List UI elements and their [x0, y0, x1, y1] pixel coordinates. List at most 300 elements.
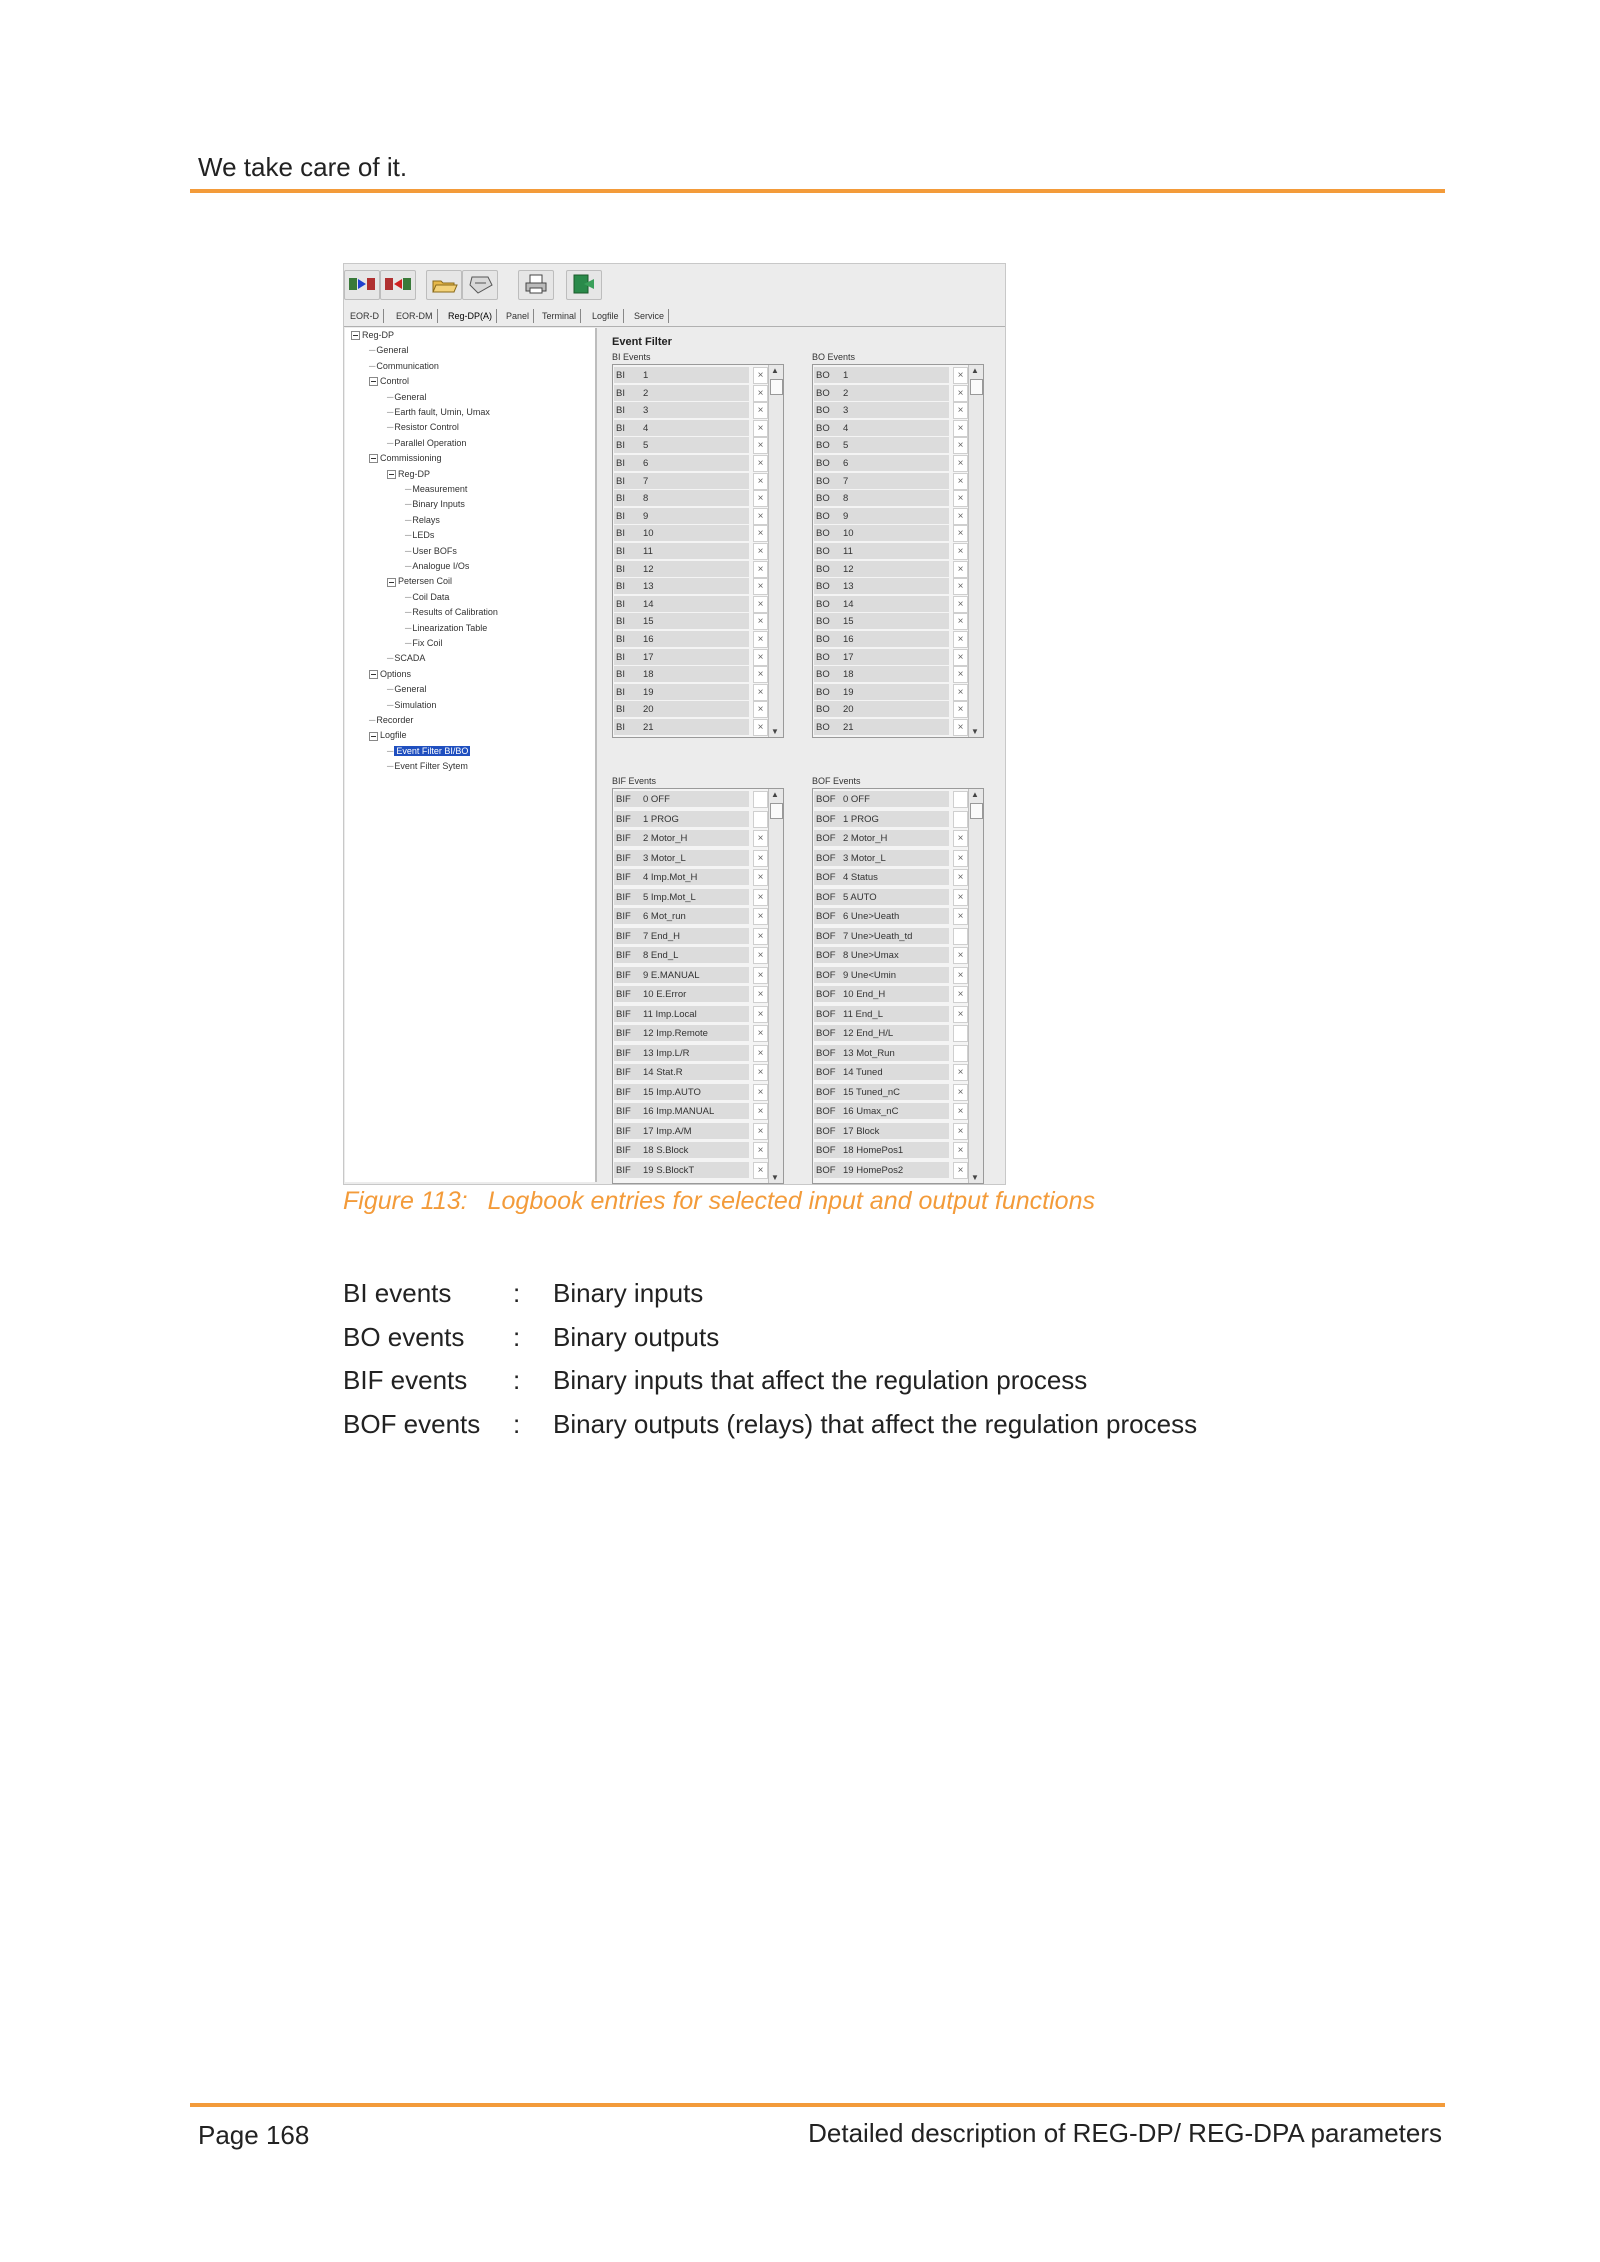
- list-item[interactable]: [613, 649, 764, 666]
- definition-term: BI events: [343, 1278, 452, 1308]
- event-checkbox[interactable]: ×: [953, 543, 968, 560]
- collapse-icon[interactable]: [387, 578, 396, 587]
- list-item[interactable]: [813, 1162, 964, 1179]
- bif-events-list[interactable]: [612, 788, 784, 1184]
- list-item[interactable]: [613, 684, 764, 701]
- event-checkbox[interactable]: ×: [953, 701, 968, 718]
- list-item[interactable]: [613, 1084, 764, 1101]
- event-type: BI: [616, 387, 625, 399]
- event-checkbox[interactable]: ×: [753, 420, 768, 437]
- event-checkbox[interactable]: ×: [753, 719, 768, 736]
- event-checkbox[interactable]: ×: [953, 986, 968, 1003]
- collapse-icon[interactable]: [369, 454, 378, 463]
- tree-item[interactable]: [387, 392, 426, 403]
- tab-reg-dp-a-[interactable]: Reg-DP(A): [444, 309, 497, 323]
- list-item[interactable]: [613, 420, 764, 437]
- event-checkbox[interactable]: ×: [953, 1123, 968, 1140]
- list-item[interactable]: [813, 649, 964, 666]
- tree-item[interactable]: [387, 700, 436, 711]
- scroll-thumb[interactable]: [770, 379, 783, 395]
- tree-connector-icon: ─: [387, 699, 394, 710]
- event-checkbox[interactable]: ×: [953, 1006, 968, 1023]
- event-checkbox[interactable]: ×: [953, 402, 968, 419]
- tree-connector-icon: ─: [369, 360, 376, 371]
- list-item[interactable]: [813, 811, 953, 828]
- list-item[interactable]: [813, 402, 964, 419]
- list-item[interactable]: [613, 543, 764, 560]
- event-name: 13: [643, 581, 654, 593]
- tree-item[interactable]: [405, 592, 449, 603]
- event-checkbox[interactable]: ×: [953, 490, 968, 507]
- tree-item-label: Simulation: [394, 699, 437, 710]
- event-checkbox[interactable]: ×: [953, 455, 968, 472]
- event-checkbox[interactable]: ×: [953, 508, 968, 525]
- list-item[interactable]: [813, 561, 964, 578]
- tree-item-label: Resistor Control: [394, 422, 459, 433]
- list-item[interactable]: [813, 596, 964, 613]
- tree-item[interactable]: [387, 438, 466, 449]
- list-item[interactable]: [813, 666, 964, 683]
- tab-terminal[interactable]: Terminal: [538, 309, 581, 323]
- list-item[interactable]: [813, 490, 964, 507]
- event-name: 20: [643, 704, 654, 716]
- event-name: 2: [843, 387, 849, 399]
- event-type: BOF: [816, 872, 836, 883]
- event-checkbox[interactable]: [953, 791, 968, 808]
- event-checkbox[interactable]: ×: [953, 367, 968, 384]
- scroll-down-icon[interactable]: ▼: [971, 727, 979, 736]
- event-checkbox[interactable]: ×: [753, 830, 768, 847]
- event-checkbox[interactable]: ×: [753, 578, 768, 595]
- scroll-thumb[interactable]: [970, 379, 983, 395]
- list-item[interactable]: [813, 1103, 964, 1120]
- tree-item[interactable]: [405, 561, 469, 572]
- event-checkbox[interactable]: ×: [953, 385, 968, 402]
- list-item[interactable]: [813, 1025, 953, 1042]
- tree-item[interactable]: [405, 546, 457, 557]
- event-name: 16: [843, 634, 854, 645]
- event-checkbox[interactable]: ×: [753, 1045, 768, 1062]
- tree-item-label: Earth fault, Umin, Umax: [394, 407, 490, 417]
- send-to-device-icon[interactable]: [344, 270, 380, 300]
- event-checkbox[interactable]: ×: [753, 508, 768, 525]
- tree-item-label: Options: [380, 668, 412, 679]
- event-type: BOF: [816, 1106, 836, 1117]
- tree-item[interactable]: [387, 653, 425, 664]
- event-name: 4 Status: [843, 872, 878, 883]
- event-name: 8 Une>Umax: [843, 950, 899, 961]
- list-item[interactable]: [613, 889, 764, 906]
- list-item[interactable]: [813, 578, 964, 595]
- list-item[interactable]: [813, 791, 953, 808]
- tab-eor-dm[interactable]: EOR-DM: [392, 309, 438, 323]
- event-checkbox[interactable]: ×: [953, 631, 968, 648]
- scroll-down-icon[interactable]: ▼: [771, 727, 779, 736]
- event-checkbox[interactable]: ×: [953, 525, 968, 542]
- event-checkbox[interactable]: ×: [953, 613, 968, 630]
- event-name: 3 Motor_L: [843, 852, 886, 864]
- tree-item[interactable]: [387, 746, 470, 757]
- collapse-icon[interactable]: [369, 732, 378, 741]
- list-item[interactable]: [613, 508, 764, 525]
- list-item[interactable]: [813, 631, 964, 648]
- event-type: BOF: [816, 1047, 836, 1059]
- tree-connector-icon: ─: [405, 499, 412, 510]
- tree-item-label: Coil Data: [412, 591, 450, 602]
- list-item[interactable]: [613, 613, 764, 630]
- tree-item[interactable]: [405, 530, 434, 541]
- event-checkbox[interactable]: ×: [753, 967, 768, 984]
- event-checkbox[interactable]: ×: [753, 631, 768, 648]
- event-name: 6 Mot_run: [643, 911, 686, 922]
- event-name: 9 Une<Umin: [843, 969, 897, 981]
- scrollbar[interactable]: [968, 789, 983, 1183]
- tree-item[interactable]: [369, 669, 411, 680]
- bo-events-list[interactable]: [812, 364, 984, 738]
- event-name: 19 S.BlockT: [643, 1164, 695, 1176]
- list-item[interactable]: [613, 1162, 764, 1179]
- event-checkbox[interactable]: ×: [753, 613, 768, 630]
- tab-eor-d[interactable]: EOR-D: [346, 309, 384, 323]
- event-checkbox[interactable]: ×: [953, 1142, 968, 1159]
- list-item[interactable]: [613, 473, 764, 490]
- event-type: BI: [616, 598, 625, 610]
- scrollbar[interactable]: [968, 365, 983, 737]
- event-type: BO: [816, 440, 830, 452]
- event-checkbox[interactable]: ×: [753, 1142, 768, 1159]
- list-item[interactable]: [613, 947, 764, 964]
- event-name: 14: [843, 598, 854, 610]
- list-item[interactable]: [613, 437, 764, 454]
- event-checkbox[interactable]: ×: [953, 473, 968, 490]
- event-checkbox[interactable]: ×: [953, 869, 968, 886]
- scroll-thumb[interactable]: [770, 803, 783, 819]
- event-checkbox[interactable]: ×: [753, 1025, 768, 1042]
- list-item[interactable]: [613, 631, 764, 648]
- list-item[interactable]: [613, 1103, 764, 1120]
- event-name: 14 Stat.R: [643, 1067, 683, 1078]
- list-item[interactable]: [813, 420, 964, 437]
- event-checkbox[interactable]: ×: [953, 420, 968, 437]
- event-checkbox[interactable]: ×: [753, 1006, 768, 1023]
- event-type: BOF: [816, 1125, 836, 1137]
- event-name: 6: [643, 458, 649, 469]
- event-type: BOF: [816, 930, 836, 942]
- event-checkbox[interactable]: ×: [953, 684, 968, 701]
- receive-from-device-icon[interactable]: [380, 270, 416, 300]
- event-name: 6 Une>Ueath: [843, 911, 900, 922]
- event-checkbox[interactable]: ×: [753, 928, 768, 945]
- list-item[interactable]: [613, 596, 764, 613]
- event-type: BIF: [616, 794, 631, 805]
- event-checkbox[interactable]: [753, 791, 768, 808]
- list-item[interactable]: [613, 666, 764, 683]
- collapse-icon[interactable]: [387, 470, 396, 479]
- event-checkbox[interactable]: [953, 1045, 968, 1062]
- list-item[interactable]: [813, 908, 964, 925]
- definition-description: Binary outputs: [553, 1322, 720, 1352]
- tree-item[interactable]: [405, 515, 440, 526]
- event-checkbox[interactable]: ×: [753, 402, 768, 419]
- event-checkbox[interactable]: [953, 1025, 968, 1042]
- event-type: BOF: [816, 852, 836, 864]
- list-item[interactable]: [613, 850, 764, 867]
- list-item[interactable]: [613, 402, 764, 419]
- list-item[interactable]: [613, 986, 764, 1003]
- event-name: 10: [643, 528, 654, 540]
- event-checkbox[interactable]: ×: [753, 385, 768, 402]
- definition-colon: :: [513, 1322, 521, 1352]
- list-item[interactable]: [813, 1084, 964, 1101]
- tree-item-label: Commissioning: [380, 453, 442, 464]
- event-checkbox[interactable]: ×: [753, 701, 768, 718]
- list-item[interactable]: [813, 1064, 964, 1081]
- event-checkbox[interactable]: ×: [753, 684, 768, 701]
- event-type: BOF: [816, 950, 836, 961]
- tree-item[interactable]: [369, 361, 439, 372]
- tab-logfile[interactable]: Logfile: [588, 309, 624, 323]
- list-item[interactable]: [813, 473, 964, 490]
- scroll-down-icon[interactable]: ▼: [771, 1173, 779, 1182]
- tree-item-label: Petersen Coil: [398, 576, 453, 587]
- list-item[interactable]: [613, 967, 764, 984]
- event-checkbox[interactable]: ×: [753, 437, 768, 454]
- event-checkbox[interactable]: [953, 928, 968, 945]
- scroll-thumb[interactable]: [970, 803, 983, 819]
- list-item[interactable]: [613, 561, 764, 578]
- event-checkbox[interactable]: ×: [753, 1084, 768, 1101]
- list-item[interactable]: [813, 830, 964, 847]
- scroll-up-icon[interactable]: ▲: [771, 366, 779, 375]
- event-checkbox[interactable]: ×: [953, 578, 968, 595]
- event-checkbox[interactable]: ×: [753, 1064, 768, 1081]
- list-item[interactable]: [613, 455, 764, 472]
- event-name: 18 HomePos1: [843, 1145, 904, 1156]
- list-item[interactable]: [613, 869, 764, 886]
- list-item[interactable]: [813, 455, 964, 472]
- tree-item[interactable]: [387, 761, 468, 772]
- tree-item[interactable]: [387, 684, 426, 695]
- event-checkbox[interactable]: ×: [753, 1103, 768, 1120]
- event-type: BI: [616, 475, 625, 487]
- bi-events-list[interactable]: [612, 364, 784, 738]
- event-checkbox[interactable]: ×: [753, 1123, 768, 1140]
- event-checkbox[interactable]: ×: [953, 908, 968, 925]
- event-checkbox[interactable]: ×: [753, 947, 768, 964]
- event-checkbox[interactable]: ×: [953, 947, 968, 964]
- list-item[interactable]: [613, 525, 764, 542]
- event-name: 12 Imp.Remote: [643, 1028, 708, 1039]
- tab-service[interactable]: Service: [630, 309, 669, 323]
- list-item[interactable]: [813, 967, 964, 984]
- list-item[interactable]: [813, 1045, 953, 1062]
- list-item[interactable]: [813, 367, 964, 384]
- scroll-up-icon[interactable]: ▲: [971, 366, 979, 375]
- tree-item[interactable]: [405, 499, 465, 510]
- list-item[interactable]: [613, 830, 764, 847]
- event-type: BIF: [616, 1125, 631, 1137]
- event-checkbox[interactable]: [753, 811, 768, 828]
- list-item[interactable]: [813, 508, 964, 525]
- definition-description: Binary outputs (relays) that affect the regulation process: [553, 1409, 1198, 1439]
- list-item[interactable]: [813, 1123, 964, 1140]
- tree-item[interactable]: [369, 715, 413, 726]
- event-checkbox[interactable]: ×: [753, 455, 768, 472]
- list-item[interactable]: [813, 719, 964, 736]
- event-type: BI: [616, 493, 625, 505]
- collapse-icon[interactable]: [351, 331, 360, 340]
- tree-connector-icon: ─: [405, 561, 412, 571]
- list-item[interactable]: [813, 986, 964, 1003]
- collapse-icon[interactable]: [369, 377, 378, 386]
- tree-item[interactable]: [351, 330, 394, 341]
- list-item[interactable]: [813, 613, 964, 630]
- event-checkbox[interactable]: ×: [753, 986, 768, 1003]
- footer-rule: [190, 2103, 1445, 2107]
- tree-item[interactable]: [405, 623, 487, 634]
- event-type: BO: [816, 546, 830, 557]
- event-checkbox[interactable]: ×: [753, 649, 768, 666]
- event-checkbox[interactable]: ×: [953, 850, 968, 867]
- tree-item[interactable]: [387, 469, 430, 480]
- list-item[interactable]: [613, 1123, 764, 1140]
- scrollbar[interactable]: [768, 365, 783, 737]
- list-item[interactable]: [813, 1142, 964, 1159]
- tree-connector-icon: ─: [387, 653, 394, 664]
- event-checkbox[interactable]: ×: [953, 1103, 968, 1120]
- event-name: 1: [643, 370, 649, 381]
- list-item[interactable]: [613, 1025, 764, 1042]
- list-item[interactable]: [613, 791, 753, 808]
- list-item[interactable]: [813, 869, 964, 886]
- print-icon[interactable]: [518, 270, 554, 300]
- event-name: 15: [643, 616, 654, 628]
- list-item[interactable]: [613, 367, 764, 384]
- list-item[interactable]: [813, 928, 953, 945]
- list-item[interactable]: [813, 889, 964, 906]
- list-item[interactable]: [613, 701, 764, 718]
- event-checkbox[interactable]: ×: [953, 967, 968, 984]
- list-item[interactable]: [613, 385, 764, 402]
- tree-item[interactable]: [369, 345, 408, 356]
- tab-panel[interactable]: Panel: [502, 309, 534, 323]
- event-checkbox[interactable]: ×: [953, 1162, 968, 1179]
- list-item[interactable]: [813, 850, 964, 867]
- event-checkbox[interactable]: ×: [953, 666, 968, 683]
- list-item[interactable]: [613, 1064, 764, 1081]
- event-checkbox[interactable]: ×: [753, 666, 768, 683]
- event-checkbox[interactable]: [953, 811, 968, 828]
- tree-item[interactable]: [387, 422, 459, 433]
- list-item[interactable]: [813, 437, 964, 454]
- event-checkbox[interactable]: ×: [753, 596, 768, 613]
- list-item[interactable]: [813, 1006, 964, 1023]
- open-folder-icon[interactable]: [426, 270, 462, 300]
- list-item[interactable]: [813, 525, 964, 542]
- event-name: 4: [643, 422, 649, 434]
- event-name: 4: [843, 422, 849, 434]
- scroll-up-icon[interactable]: ▲: [971, 790, 979, 799]
- event-name: 4 Imp.Mot_H: [643, 872, 698, 883]
- event-checkbox[interactable]: ×: [753, 869, 768, 886]
- list-item[interactable]: [613, 578, 764, 595]
- event-checkbox[interactable]: ×: [953, 561, 968, 578]
- event-checkbox[interactable]: ×: [953, 719, 968, 736]
- tree-item[interactable]: [369, 376, 409, 387]
- event-checkbox[interactable]: ×: [753, 1162, 768, 1179]
- event-type: BIF: [616, 833, 631, 844]
- event-checkbox[interactable]: ×: [753, 473, 768, 490]
- panel-title: Event Filter: [612, 336, 672, 348]
- tree-item[interactable]: [369, 453, 442, 464]
- event-type: BIF: [616, 911, 631, 922]
- tree-connector-icon: ─: [405, 514, 412, 525]
- tree-item[interactable]: [405, 607, 498, 618]
- save-icon[interactable]: [462, 270, 498, 300]
- event-checkbox[interactable]: ×: [953, 596, 968, 613]
- event-checkbox[interactable]: ×: [953, 830, 968, 847]
- tree-connector-icon: ─: [405, 545, 412, 556]
- list-item[interactable]: [613, 490, 764, 507]
- event-checkbox[interactable]: ×: [753, 908, 768, 925]
- scroll-down-icon[interactable]: ▼: [971, 1173, 979, 1182]
- event-name: 2: [643, 387, 649, 399]
- event-name: 16: [643, 634, 654, 645]
- event-name: 5 AUTO: [843, 891, 877, 903]
- definition-term: BOF events: [343, 1409, 481, 1439]
- list-item[interactable]: [613, 928, 764, 945]
- tree-item[interactable]: [405, 484, 467, 495]
- event-checkbox[interactable]: ×: [953, 889, 968, 906]
- list-item[interactable]: [613, 719, 764, 736]
- list-item[interactable]: [813, 543, 964, 560]
- event-checkbox[interactable]: ×: [753, 561, 768, 578]
- event-checkbox[interactable]: ×: [753, 490, 768, 507]
- list-item[interactable]: [813, 701, 964, 718]
- event-checkbox[interactable]: ×: [753, 850, 768, 867]
- list-item[interactable]: [613, 811, 753, 828]
- scroll-up-icon[interactable]: ▲: [771, 790, 779, 799]
- tree-item[interactable]: [387, 407, 490, 418]
- event-checkbox[interactable]: ×: [953, 1064, 968, 1081]
- list-item[interactable]: [813, 385, 964, 402]
- event-type: BI: [616, 440, 625, 452]
- list-item[interactable]: [813, 947, 964, 964]
- list-item[interactable]: [613, 1045, 764, 1062]
- scrollbar[interactable]: [768, 789, 783, 1183]
- list-item[interactable]: [613, 1006, 764, 1023]
- event-checkbox[interactable]: ×: [753, 889, 768, 906]
- tree-item[interactable]: [405, 638, 442, 649]
- event-checkbox[interactable]: ×: [953, 1084, 968, 1101]
- event-checkbox[interactable]: ×: [953, 649, 968, 666]
- tree-item[interactable]: [369, 730, 407, 741]
- bof-events-list[interactable]: [812, 788, 984, 1184]
- event-checkbox[interactable]: ×: [753, 367, 768, 384]
- tree-item[interactable]: [387, 576, 452, 587]
- event-type: BIF: [616, 891, 631, 903]
- list-item[interactable]: [613, 908, 764, 925]
- collapse-icon[interactable]: [369, 670, 378, 679]
- event-name: 8: [843, 493, 849, 505]
- list-item[interactable]: [813, 684, 964, 701]
- exit-icon[interactable]: [566, 270, 602, 300]
- definition-term: BIF events: [343, 1365, 468, 1395]
- list-item[interactable]: [613, 1142, 764, 1159]
- event-checkbox[interactable]: ×: [753, 525, 768, 542]
- event-checkbox[interactable]: ×: [753, 543, 768, 560]
- event-checkbox[interactable]: ×: [953, 437, 968, 454]
